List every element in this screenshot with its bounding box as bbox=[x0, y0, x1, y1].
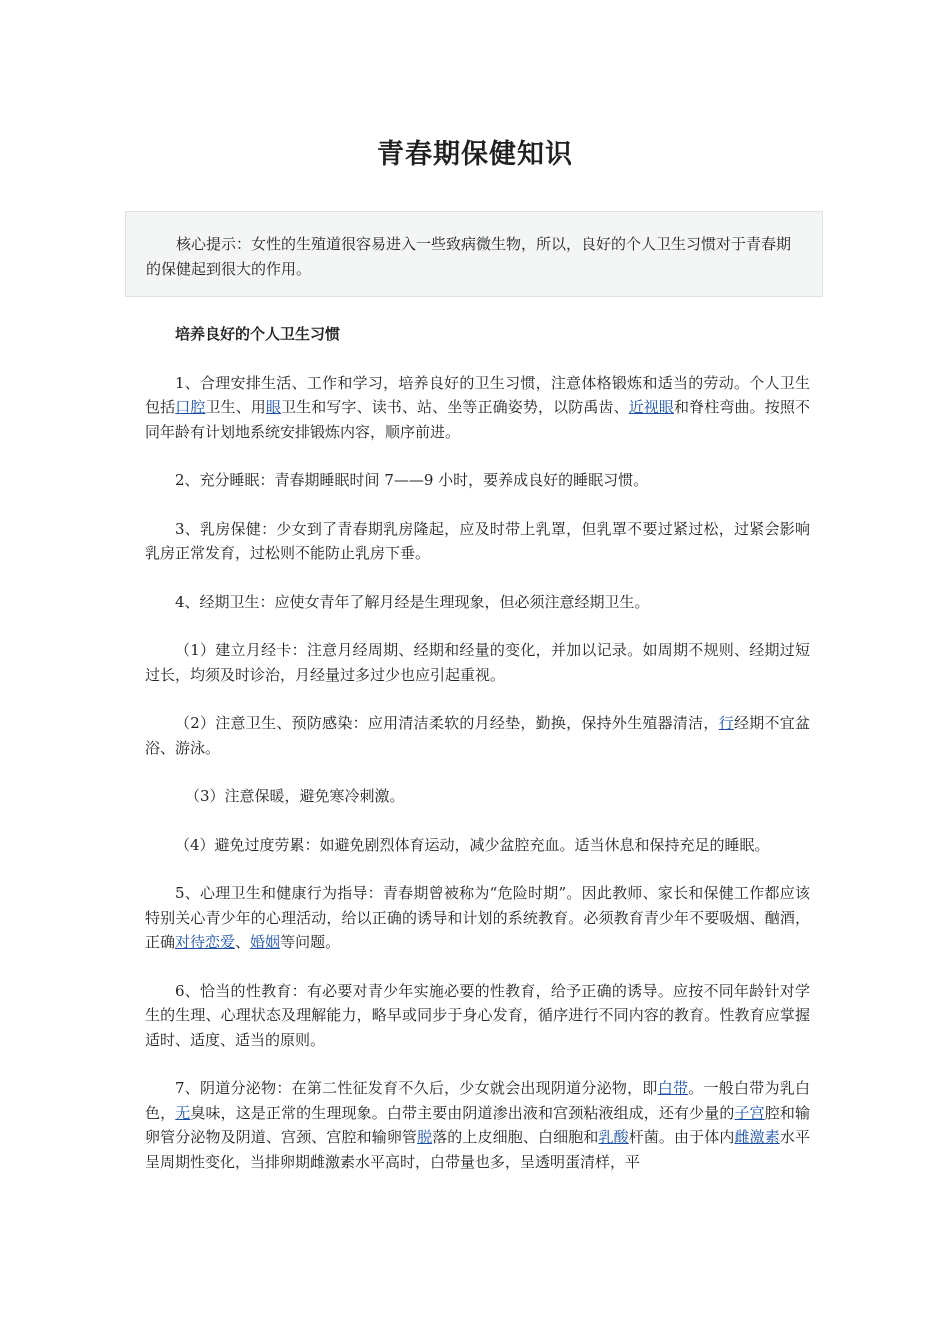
paragraph-1-text-d: 和脊柱弯曲。按照不同年龄有计划地系统安排锻炼内容，顺序前进。 bbox=[145, 398, 810, 441]
link-leucorrhea[interactable]: 白带 bbox=[657, 1079, 689, 1097]
paragraph-7-text-g: 水平呈周期性变化，当排卵期雌激素水平高时，白带量也多，呈透明蛋清样，平 bbox=[145, 1128, 810, 1171]
paragraph-7-text-a: 7、阴道分泌物：在第二性征发育不久后，少女就会出现阴道分泌物，即 bbox=[175, 1079, 658, 1097]
paragraph-7-text-f: 杆菌。由于体内 bbox=[628, 1128, 735, 1146]
paragraph-4: 4、经期卫生：应使女青年了解月经是生理现象，但必须注意经期卫生。 bbox=[175, 592, 650, 611]
link-shed[interactable]: 脱 bbox=[417, 1128, 433, 1146]
link-menstruation[interactable]: 行 bbox=[718, 714, 734, 732]
link-eye[interactable]: 眼 bbox=[265, 398, 282, 416]
paragraph-4-1: （1）建立月经卡：注意月经周期、经期和经量的变化，并加以记录。如周期不规则、经期过短过长，均须及时诊治，月经量过多过少也应引起重视。 bbox=[145, 641, 810, 684]
link-love[interactable]: 对待恋爱 bbox=[175, 933, 236, 951]
section-title: 培养良好的个人卫生习惯 bbox=[175, 325, 341, 343]
paragraph-4-2-text-a: （2）注意卫生、预防感染：应用清洁柔软的月经垫，勤换，保持外生殖器清洁， bbox=[175, 714, 719, 732]
paragraph-5 bbox=[145, 881, 810, 955]
link-estrogen[interactable]: 雌激素 bbox=[734, 1128, 780, 1146]
paragraph-4-2 bbox=[145, 711, 810, 760]
summary-text: 核心提示：女性的生殖道很容易进入一些致病微生物，所以，良好的个人卫生习惯对于青春期的保健起到很大的作用。 bbox=[146, 235, 792, 278]
paragraph-7-text-b: 。一般白带为乳白色， bbox=[145, 1079, 810, 1122]
paragraph-2: 2、充分睡眠：青春期睡眠时间 7——9 小时，要养成良好的睡眠习惯。 bbox=[175, 471, 649, 489]
paragraph-4-2-text-b: 经期不宜盆浴、游泳。 bbox=[145, 714, 810, 757]
paragraph-1 bbox=[145, 371, 810, 445]
link-oral-cavity[interactable]: 口腔 bbox=[175, 398, 206, 416]
paragraph-7-text-e: 落的上皮细胞、白细胞和 bbox=[432, 1128, 599, 1146]
paragraph-1-text-c: 卫生和写字、读书、站、坐等正确姿势，以防禹齿、 bbox=[281, 398, 629, 416]
article-body bbox=[145, 322, 810, 1198]
page-title: 青春期保健知识 bbox=[377, 139, 573, 170]
paragraph-7-text-c: 臭味，这是正常的生理现象。白带主要由阴道渗出液和宫颈粘液组成，还有少量的 bbox=[190, 1103, 735, 1122]
paragraph-5-text-a: 5、心理卫生和健康行为指导：青春期曾被称为“危险时期”。因此教师、家长和保健工作都应该特别关心青少年的心理活动，给以正确的诱导和计划的系统教育。必须教育青少年不要吸烟、酗酒，正确 bbox=[145, 884, 810, 951]
paragraph-5-text-b: 、 bbox=[235, 933, 251, 951]
paragraph-7 bbox=[145, 1076, 810, 1174]
paragraph-1-text-a: 1、合理安排生活、工作和学习，培养良好的卫生习惯，注意体格锻炼和适当的劳动。个人卫生包括 bbox=[145, 373, 810, 416]
paragraph-5-text-c: 等问题。 bbox=[280, 933, 341, 951]
paragraph-4-4: （4）避免过度劳累：如避免剧烈体育运动，减少盆腔充血。适当休息和保持充足的睡眠。 bbox=[175, 835, 770, 854]
summary-box bbox=[125, 211, 823, 297]
link-uterus[interactable]: 子宫 bbox=[734, 1103, 765, 1122]
link-none[interactable]: 无 bbox=[175, 1103, 191, 1122]
paragraph-4-3: （3）注意保暖，避免寒冷刺激。 bbox=[185, 787, 405, 805]
paragraph-3: 3、乳房保健：少女到了青春期乳房隆起，应及时带上乳罩，但乳罩不要过紧过松，过紧会影响乳房正常发育，过松则不能防止乳房下垂。 bbox=[145, 519, 810, 562]
link-myopia[interactable]: 近视眼 bbox=[628, 398, 675, 416]
link-lactic-acid[interactable]: 乳酸 bbox=[598, 1128, 629, 1146]
paragraph-6: 6、恰当的性教育：有必要对青少年实施必要的性教育，给予正确的诱导。应按不同年龄针对学生的生理、心理状态及理解能力，略早或同步于身心发育，循序进行不同内容的教育。性教育应掌握适时、适度、适当的原则。 bbox=[145, 981, 810, 1049]
paragraph-1-text-b: 卫生、用 bbox=[205, 398, 266, 416]
paragraph-7-text-d: 腔和输卵管分泌物及阴道、宫颈、宫腔和输卵管 bbox=[145, 1103, 810, 1146]
link-marriage[interactable]: 婚姻 bbox=[250, 933, 281, 951]
